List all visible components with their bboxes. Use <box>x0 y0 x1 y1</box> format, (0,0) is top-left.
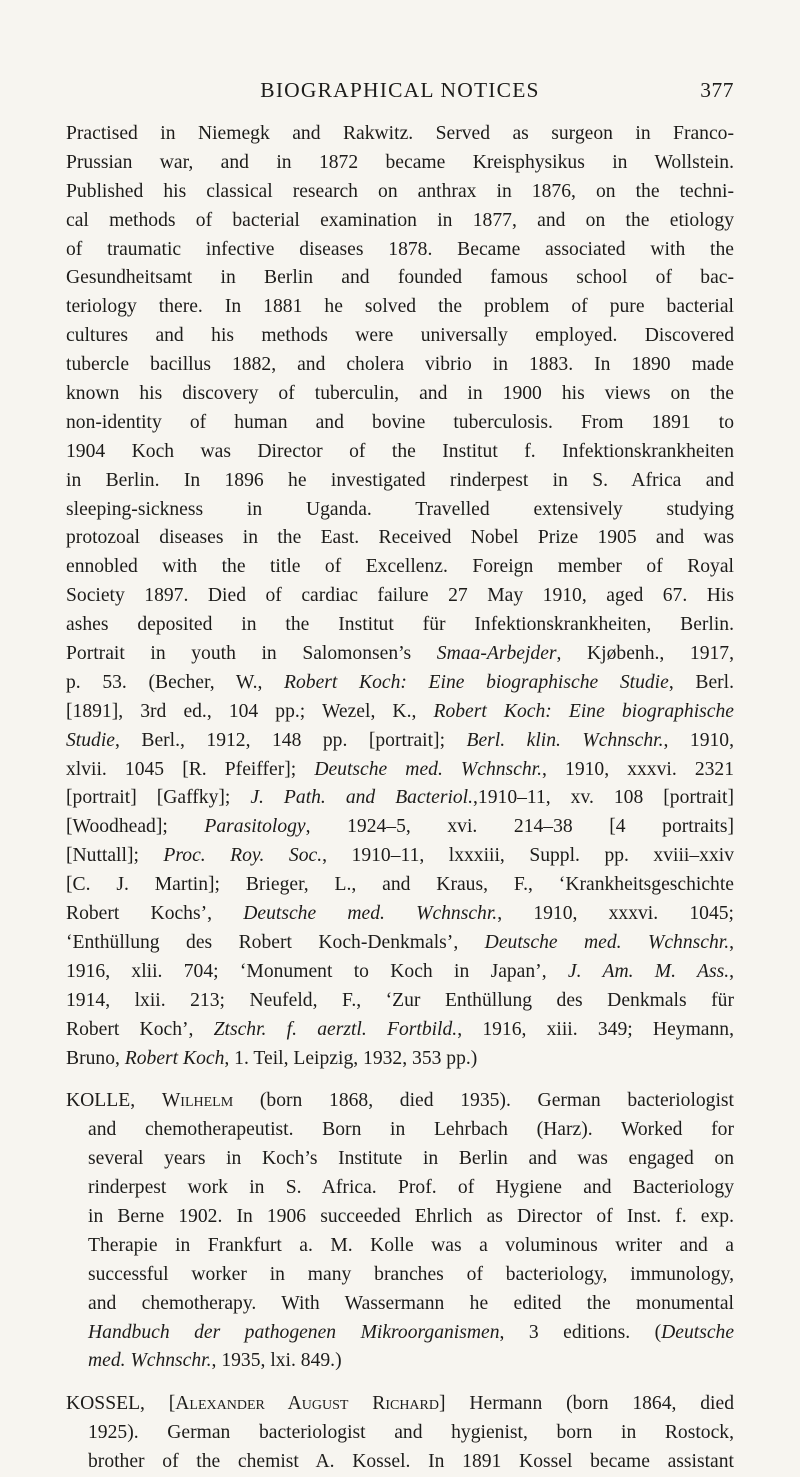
text-line: Gesundheitsamt in Berlin and founded famous school of bac- <box>66 267 734 289</box>
text-line: [1891], 3rd ed., 104 pp.; Wezel, K., Robert Koch: Eine biographische <box>66 700 734 722</box>
entry-kolle <box>66 1087 734 1376</box>
text-line: Studie, Berl., 1912, 148 pp. [portrait]; Berl. klin. Wchnschr., 1910, <box>66 729 734 751</box>
text-line: 1904 Koch was Director of the Institut f. Infektionskrankheiten <box>66 440 734 462</box>
text-line: xlvii. 1045 [R. Pfeiffer]; Deutsche med. Wchnschr., 1910, xxxvi. 2321 <box>66 758 735 780</box>
text-line: teriology there. In 1881 he solved the problem of pure bacterial <box>66 296 734 318</box>
text-line: cultures and his methods were universally employed. Discovered <box>66 325 734 347</box>
body-text <box>66 120 734 1477</box>
text-line: Practised in Niemegk and Rakwitz. Served as surgeon in Franco- <box>66 123 734 144</box>
text-line: 1925). German bacteriologist and hygienist, born in Rostock, <box>88 1422 734 1444</box>
text-line: Therapie in Frankfurt a. M. Kolle was a voluminous writer and a <box>88 1234 734 1256</box>
text-line: cal methods of bacterial examination in 1877, and on the etiology <box>66 209 734 231</box>
text-line: Prussian war, and in 1872 became Kreisphysikus in Wollstein. <box>66 151 734 173</box>
text-line: 1914, lxii. 213; Neufeld, F., ‘Zur Enthüllung des Denkmals für <box>66 989 734 1011</box>
text-line: [Nuttall]; Proc. Roy. Soc., 1910–11, lxxxiii, Suppl. pp. xviii–xxiv <box>66 845 734 867</box>
text-line: successful worker in many branches of bacteriology, immunology, <box>88 1263 734 1285</box>
text-line: non-identity of human and bovine tuberculosis. From 1891 to <box>66 411 734 433</box>
text-line: Society 1897. Died of cardiac failure 27 May 1910, aged 67. His <box>66 585 734 607</box>
text-line: p. 53. (Becher, W., Robert Koch: Eine biographische Studie, Berl. <box>66 671 735 693</box>
text-line: med. Wchnschr., 1935, lxi. 849.) <box>88 1350 342 1372</box>
text-line: sleeping-sickness in Uganda. Travelled extensively studying <box>66 498 734 520</box>
entry-kossel <box>66 1390 734 1477</box>
running-title: BIOGRAPHICAL NOTICES <box>260 78 540 102</box>
text-line: rinderpest work in S. Africa. Prof. of Hygiene and Bacteriology <box>88 1177 734 1199</box>
text-line: [Woodhead]; Parasitology, 1924–5, xvi. 214–38 [4 portraits] <box>66 816 734 838</box>
text-line: tubercle bacillus 1882, and cholera vibrio in 1883. In 1890 made <box>66 354 734 376</box>
text-line: Published his classical research on anthrax in 1876, on the techni- <box>66 180 734 202</box>
text-line: KOLLE, Wilhelm (born 1868, died 1935). German bacteriologist <box>66 1090 734 1112</box>
text-line: ennobled with the title of Excellenz. Foreign member of Royal <box>66 556 734 578</box>
text-line: protozoal diseases in the East. Received Nobel Prize 1905 and was <box>66 527 734 549</box>
text-line: several years in Koch’s Institute in Berlin and was engaged on <box>88 1148 734 1170</box>
text-line: and chemotherapeutist. Born in Lehrbach (Harz). Worked for <box>88 1119 734 1141</box>
text-line: ‘Enthüllung des Robert Koch-Denkmals’, Deutsche med. Wchnschr., <box>66 931 734 953</box>
text-line: [portrait] [Gaffky]; J. Path. and Bacteriol.,1910–11, xv. 108 [portrait] <box>66 787 734 809</box>
text-line: Portrait in youth in Salomonsen’s Smaa-Arbejder, Kjøbenh., 1917, <box>66 643 734 665</box>
text-line: KOSSEL, [Alexander August Richard] Hermann (born 1864, died <box>66 1393 734 1415</box>
text-line: in Berne 1902. In 1906 succeeded Ehrlich as Director of Inst. f. exp. <box>88 1205 734 1227</box>
text-line: Robert Koch’, Ztschr. f. aerztl. Fortbild., 1916, xiii. 349; Heymann, <box>66 1018 735 1040</box>
text-line: Bruno, Robert Koch, 1. Teil, Leipzig, 1932, 353 pp.) <box>66 1047 478 1069</box>
text-line: 1916, xlii. 704; ‘Monument to Koch in Japan’, J. Am. M. Ass., <box>66 960 735 982</box>
text-line: Handbuch der pathogenen Mikroorganismen, 3 editions. (Deutsche <box>88 1321 735 1343</box>
text-line: and chemotherapy. With Wassermann he edited the monumental <box>88 1292 734 1314</box>
text-line: known his discovery of tuberculin, and in 1900 his views on the <box>66 383 734 405</box>
text-line: brother of the chemist A. Kossel. In 1891 Kossel became assistant <box>88 1451 734 1473</box>
text-line: of traumatic infective diseases 1878. Became associated with the <box>66 238 734 260</box>
page-number: 377 <box>700 78 734 102</box>
text-line: [C. J. Martin]; Brieger, L., and Kraus, F., ‘Krankheitsgeschichte <box>66 874 734 896</box>
entry-koch <box>66 120 734 1073</box>
running-head <box>66 78 734 108</box>
text-line: ashes deposited in the Institut für Infektionskrankheiten, Berlin. <box>66 614 734 636</box>
text-line: Robert Kochs’, Deutsche med. Wchnschr., 1910, xxxvi. 1045; <box>66 903 734 925</box>
text-line: in Berlin. In 1896 he investigated rinderpest in S. Africa and <box>66 469 734 491</box>
